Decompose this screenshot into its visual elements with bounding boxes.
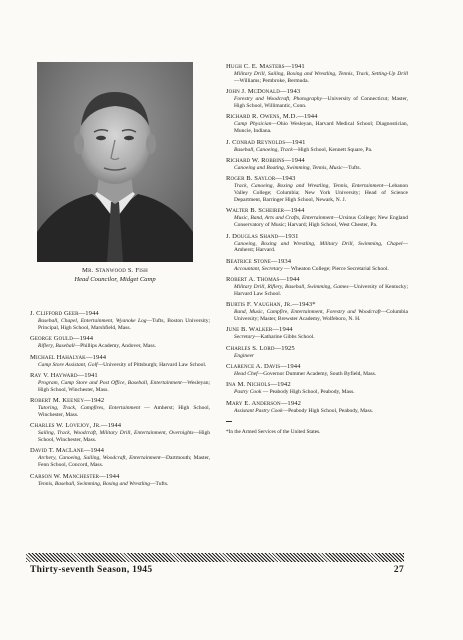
staff-entry [226, 207, 408, 229]
staff-duties: Pastry Cook [234, 389, 262, 396]
staff-entry [226, 139, 408, 154]
staff-details [30, 343, 210, 350]
staff-name: Burtis F. Vaughan, Jr.—1943* [226, 301, 316, 309]
staff-background: —Tufts. [342, 164, 361, 171]
staff-entry [226, 345, 408, 360]
staff-name: Roger B. Saylor—1943 [226, 175, 296, 183]
staff-entry [226, 276, 408, 298]
staff-duties: Assistant Pastry Cook [234, 407, 283, 414]
staff-background: —Dartmouth; Master, Fenn School, Concord, Mass. [38, 455, 211, 469]
staff-entry [226, 381, 408, 396]
staff-background: —Governor Dummer Academy, South Byfield, Mass. [257, 371, 377, 378]
staff-background: —Columbia University; Master, Brewster Academy, Wolfeboro, N. H. [234, 309, 408, 323]
staff-name: Carson W. Manchester—1944 [30, 472, 120, 480]
staff-name: J. Douglas Shand—1931 [226, 232, 299, 240]
footnote: *In the Armed Services of the United States. [226, 428, 321, 435]
staff-name: Charles W. Lovejoy, Jr.—1944 [30, 422, 122, 430]
staff-details [226, 183, 408, 204]
staff-details [226, 165, 408, 172]
left-column-staff-list [30, 310, 210, 491]
staff-details [226, 266, 408, 273]
staff-background: —Williams; Pembroke, Bermuda. [234, 77, 309, 84]
staff-duties: Canoeing and Boating, Swimming, Tennis, Music [234, 164, 343, 171]
staff-name: Clarence A. Davis—1944 [226, 363, 301, 371]
staff-background: —Lebanon Valley College; Columbia; New York University; Head of Science Department, Barringer High School, Newark, N. J. [234, 183, 408, 204]
staff-background: —Katharine Gibbs School. [254, 334, 315, 341]
staff-entry [30, 397, 210, 419]
portrait-photo [37, 62, 193, 262]
staff-entry [226, 233, 408, 255]
staff-entry [226, 63, 408, 85]
staff-background: —University of Kentucky; Harvard Law School. [234, 284, 408, 297]
page-footer [30, 565, 408, 575]
caption-role: Head Councilor, Midget Camp [74, 275, 156, 283]
staff-duties: Music, Band, Arts and Crafts, Entertainment [234, 215, 334, 222]
staff-name: Ina M. Nichols—1942 [226, 381, 291, 389]
staff-name: Michael Hahalyak—1944 [30, 353, 107, 361]
staff-details [30, 481, 210, 488]
staff-name: Ray V. Hayward—1941 [30, 371, 98, 379]
staff-name: Beatrice Stone—1934 [226, 257, 292, 265]
staff-name: George Gould—1944 [30, 335, 94, 343]
staff-duties: Baseball, Canoeing, Track [234, 146, 293, 153]
staff-background: — Peabody High School, Peabody, Mass. [261, 389, 355, 396]
staff-duties: Tutoring, Track, Campfires, Entertainment [38, 405, 141, 411]
staff-duties: Sailing, Track, Woodcraft, Military Drill, Entertainment, Overnights [38, 430, 194, 437]
staff-background: —Peabody High School, Peabody, Mass. [282, 407, 374, 414]
caption-name: Mr. Stanwood S. Fish [82, 267, 148, 274]
staff-entry [30, 473, 210, 488]
right-column-staff-list [226, 63, 408, 435]
staff-name: Richard R. Owens, M.D.—1944 [226, 113, 318, 121]
staff-duties: Archery, Canoeing, Sailing, Woodcraft, Entertainment [38, 455, 161, 462]
staff-duties: Military Drill, Sailing, Boxing and Wrestling, Tennis, Track, Setting-Up Drill [234, 71, 408, 77]
staff-name: Mary E. Anderson—1942 [226, 399, 302, 407]
staff-background: —Amherst; Harvard. [234, 240, 408, 254]
staff-duties: Track, Canoeing, Boxing and Wrestling, Tennis, Entertainment [234, 183, 384, 190]
staff-details [30, 455, 210, 469]
staff-duties: Riflery, Baseball [38, 343, 75, 350]
staff-entry [226, 326, 408, 341]
staff-details [226, 334, 408, 341]
staff-entry [226, 157, 408, 172]
staff-entry [30, 422, 210, 444]
footer-season: Thirty-seventh Season, 1945 [30, 565, 153, 575]
staff-details [30, 405, 210, 419]
staff-background: —High School, Kennett Square, Pa. [292, 146, 373, 153]
staff-duties: Camp Store Assistant, Golf [38, 361, 98, 368]
staff-duties: Forestry and Woodcraft, Photography [234, 96, 322, 103]
staff-name: Richard W. Robbins—1944 [226, 156, 305, 164]
staff-name: John J. McDonald—1943 [226, 88, 301, 96]
staff-duties: Engineer [234, 352, 255, 359]
staff-details [226, 408, 408, 415]
staff-details [226, 353, 408, 360]
staff-duties: Canoeing, Boxing and Wrestling, Military Drill, Swimming, Chapel [234, 240, 403, 247]
staff-entry [226, 113, 408, 135]
staff-duties: Program, Camp Store and Post Office, Baseball, Entertainment [38, 379, 182, 386]
staff-entry [226, 258, 408, 273]
staff-details [30, 430, 210, 444]
staff-entry [226, 175, 408, 204]
staff-details [226, 371, 408, 378]
staff-details [226, 121, 408, 135]
staff-details [30, 318, 210, 332]
page-number: 27 [393, 565, 404, 575]
staff-details [226, 71, 408, 85]
staff-duties: Military Drill, Riflery, Baseball, Swimming, Games [234, 284, 349, 291]
staff-background: —Ursinus College; New England Conservatory of Music; Harvard; High School, West Chester, Pa. [234, 215, 409, 229]
staff-details [226, 215, 408, 229]
staff-details [226, 389, 408, 396]
staff-name: Robert A. Thomas—1944 [226, 276, 300, 284]
staff-background: —Wesleyan; High School, Winchester, Mass. [38, 379, 210, 393]
staff-entry [226, 400, 408, 415]
staff-duties: Head Chef [234, 371, 258, 378]
staff-entry [226, 88, 408, 110]
staff-details [226, 241, 408, 255]
staff-duties: Accountant, Secretary [234, 265, 283, 272]
staff-entry [30, 372, 210, 394]
photo-caption [30, 267, 200, 284]
staff-duties: Secretary [234, 334, 255, 341]
staff-background: —University of Pittsburgh; Harvard Law School. [97, 361, 207, 368]
staff-background: —High School, Winchester, Mass. [38, 430, 210, 444]
staff-entry [30, 335, 210, 350]
staff-duties: Camp Physician [234, 121, 272, 128]
staff-name: J. Clifford Geer—1944 [30, 310, 99, 317]
staff-details [226, 147, 408, 154]
staff-name: J. Conrad Reynolds—1941 [226, 138, 306, 146]
staff-name: David T. MacLane—1944 [30, 447, 104, 455]
staff-background: —Ohio Wesleyan, Harvard Medical School; Diagnostician, Muncie, Indiana. [234, 121, 408, 135]
staff-details [30, 380, 210, 394]
portrait-image [37, 62, 193, 262]
staff-duties: Tennis, Baseball, Swimming, Boxing and Wrestling [38, 480, 151, 487]
staff-duties: Band, Music, Campfire, Entertainment, Forestry and Woodcraft [234, 309, 381, 316]
staff-background: — Wheaton College; Pierce Secretarial School. [282, 265, 389, 272]
staff-entry [30, 354, 210, 369]
staff-details [226, 284, 408, 298]
staff-background: —Phillips Academy, Andover, Mass. [74, 343, 156, 350]
staff-name: Charles S. Lord—1925 [226, 344, 295, 352]
staff-entry [226, 301, 408, 323]
staff-background: —Tufts, Boston University; Principal, High School, Marshfield, Mass. [38, 318, 210, 331]
staff-name: Robert M. Keeney—1942 [30, 397, 105, 404]
staff-entry [30, 310, 210, 332]
staff-entry [226, 363, 408, 378]
staff-duties: Baseball, Chapel, Entertainment, Wyanoke Log [38, 318, 147, 324]
staff-details [226, 96, 408, 110]
staff-name: Walter B. Scheirer—1944 [226, 207, 305, 215]
staff-background: —Tufts. [150, 480, 169, 487]
staff-details [30, 362, 210, 369]
staff-name: Hugh C. E. Masters—1941 [226, 63, 305, 70]
staff-details [226, 309, 408, 323]
staff-entry [30, 447, 210, 469]
footer-decorative-band [26, 553, 404, 562]
footnote-rule [226, 421, 232, 422]
staff-background: —University of Connecticut; Master, High School, Willimantic, Conn. [234, 96, 408, 110]
staff-background: — Amherst; High School, Winchester, Mass. [38, 405, 210, 418]
staff-name: June B. Walker—1944 [226, 326, 293, 334]
